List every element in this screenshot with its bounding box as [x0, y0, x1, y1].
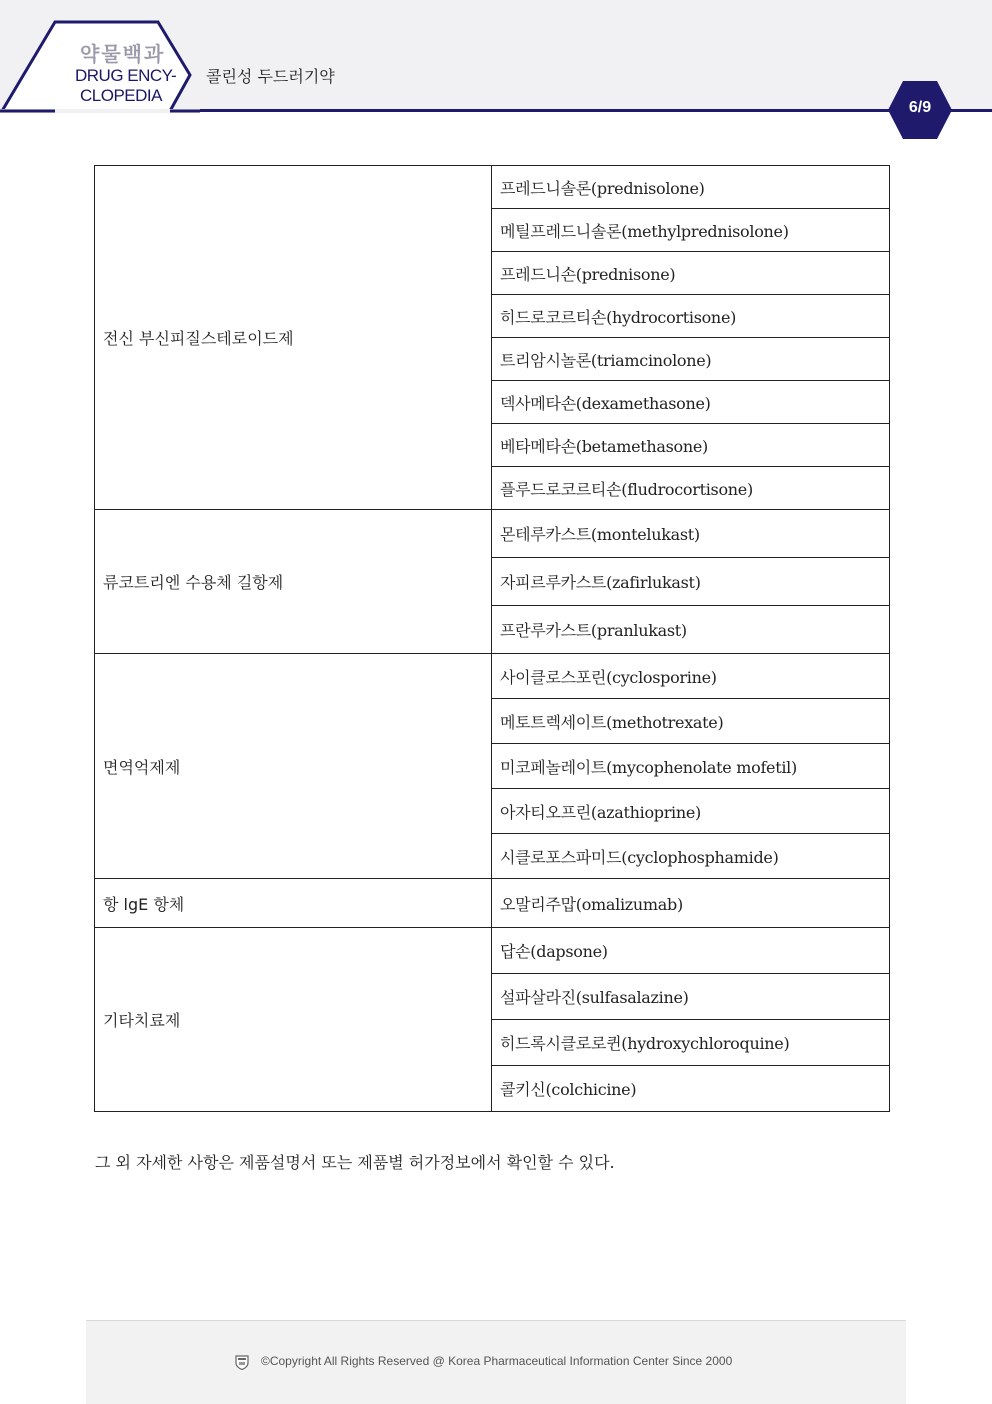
- category-cell: 전신 부신피질스테로이드제: [95, 166, 492, 510]
- shield-logo-icon: [234, 1354, 250, 1370]
- drug-cell: 메토트렉세이트(methotrexate): [492, 699, 890, 744]
- category-cell: 면역억제제: [95, 654, 492, 879]
- drug-cell: 설파살라진(sulfasalazine): [492, 974, 890, 1020]
- copyright-text: ©Copyright All Rights Reserved @ Korea Pharmaceutical Information Center Since 2000: [261, 1354, 733, 1368]
- table-row: [95, 654, 890, 699]
- drug-cell: 자피르루카스트(zafirlukast): [492, 558, 890, 606]
- document-title: 콜린성 두드러기약: [206, 67, 335, 86]
- logo-english-line2: CLOPEDIA: [80, 86, 162, 105]
- drug-cell: 덱사메타손(dexamethasone): [492, 381, 890, 424]
- drug-cell: 시클로포스파미드(cyclophosphamide): [492, 834, 890, 879]
- drug-cell: 미코페놀레이트(mycophenolate mofetil): [492, 744, 890, 789]
- drug-cell: 프레드니솔론(prednisolone): [492, 166, 890, 209]
- table-row: [95, 510, 890, 558]
- category-cell: 기타치료제: [95, 928, 492, 1112]
- table-row: [95, 928, 890, 974]
- drug-cell: 아자티오프린(azathioprine): [492, 789, 890, 834]
- drug-cell: 콜키신(colchicine): [492, 1066, 890, 1112]
- drug-cell: 몬테루카스트(montelukast): [492, 510, 890, 558]
- category-cell: 류코트리엔 수용체 길항제: [95, 510, 492, 654]
- drug-cell: 오말리주맙(omalizumab): [492, 879, 890, 928]
- drug-table: [94, 165, 890, 1112]
- table-row: [95, 166, 890, 209]
- drug-cell: 베타메타손(betamethasone): [492, 424, 890, 467]
- category-cell: 항 lgE 항체: [95, 879, 492, 928]
- drug-cell: 프란루카스트(pranlukast): [492, 606, 890, 654]
- table-row: [95, 879, 890, 928]
- drug-cell: 트리암시놀론(triamcinolone): [492, 338, 890, 381]
- drug-cell: 사이클로스포린(cyclosporine): [492, 654, 890, 699]
- drug-cell: 메틸프레드니솔론(methylprednisolone): [492, 209, 890, 252]
- drug-cell: 히드로코르티손(hydrocortisone): [492, 295, 890, 338]
- logo-korean-text: 약물백과: [80, 44, 166, 66]
- drug-cell: 답손(dapsone): [492, 928, 890, 974]
- note-text: 그 외 자세한 사항은 제품설명서 또는 제품별 허가정보에서 확인할 수 있다.: [95, 1153, 615, 1172]
- page-footer: [86, 1320, 906, 1404]
- logo-english-line1: DRUG ENCY-: [75, 66, 177, 85]
- drug-cell: 플루드로코르티손(fludrocortisone): [492, 467, 890, 510]
- drug-cell: 프레드니손(prednisone): [492, 252, 890, 295]
- drug-cell: 히드록시클로로퀸(hydroxychloroquine): [492, 1020, 890, 1066]
- page-number: 6/9: [908, 99, 932, 116]
